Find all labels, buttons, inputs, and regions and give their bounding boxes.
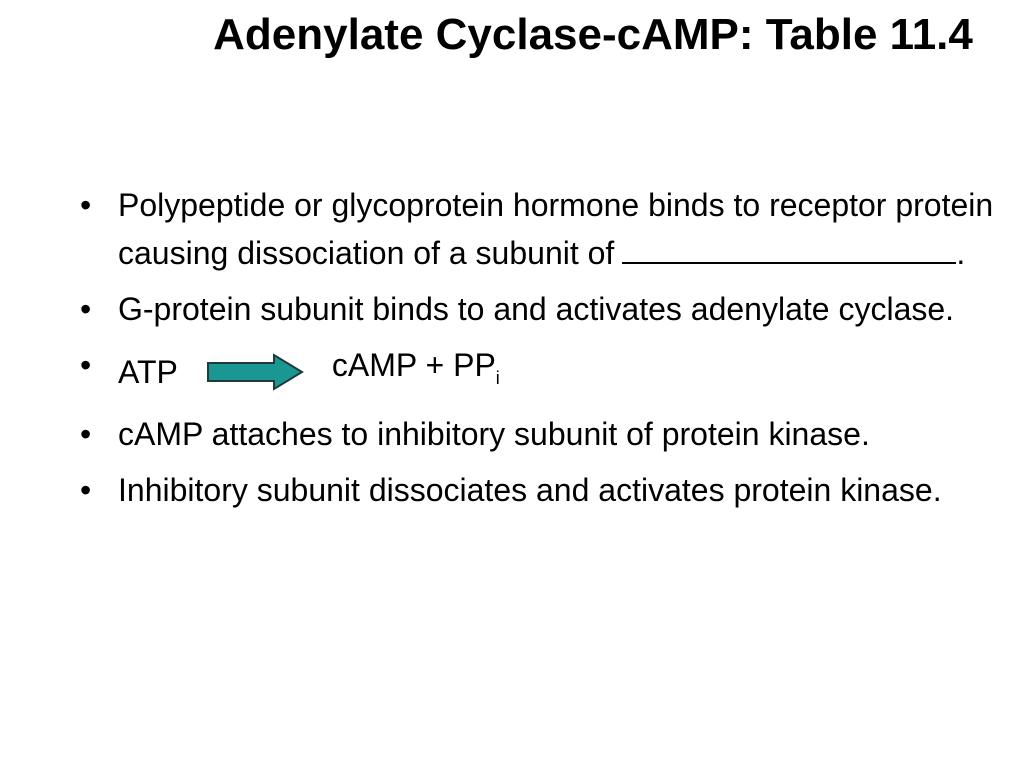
right-arrow-icon [206, 353, 304, 391]
bullet-camp-attaches [80, 410, 1000, 458]
bullet-trailing-period: . [956, 235, 966, 271]
reaction-equation [118, 341, 1000, 402]
bullet-marker: • [80, 187, 92, 223]
slide-title: Adenylate Cyclase-cAMP: Table 11.4 [213, 10, 973, 59]
bullet-marker: • [80, 472, 92, 508]
bullet-marker: • [80, 291, 92, 327]
bullet-reaction [80, 341, 1000, 402]
bullet-list [80, 181, 1000, 522]
bullet-hormone-binding [80, 181, 1000, 277]
bullet-text: Polypeptide or glycoprotein hormone binds to receptor protein causing dissociation of a subunit of [118, 187, 994, 271]
reactant-atp: ATP [118, 353, 178, 390]
product-camp [332, 341, 500, 402]
bullet-text: G-protein subunit binds to and activates adenylate cyclase. [118, 291, 955, 327]
fill-in-blank [622, 236, 956, 264]
product-subscript: i [495, 368, 500, 388]
bullet-marker: • [80, 416, 92, 452]
bullet-inhibitory-dissociates [80, 466, 1000, 514]
bullet-text: cAMP attaches to inhibitory subunit of protein kinase. [118, 416, 870, 452]
bullet-marker: • [80, 347, 92, 383]
bullet-g-protein [80, 285, 1000, 333]
bullet-text: Inhibitory subunit dissociates and activates protein kinase. [118, 472, 942, 508]
product-text: cAMP + PP [331, 347, 496, 383]
